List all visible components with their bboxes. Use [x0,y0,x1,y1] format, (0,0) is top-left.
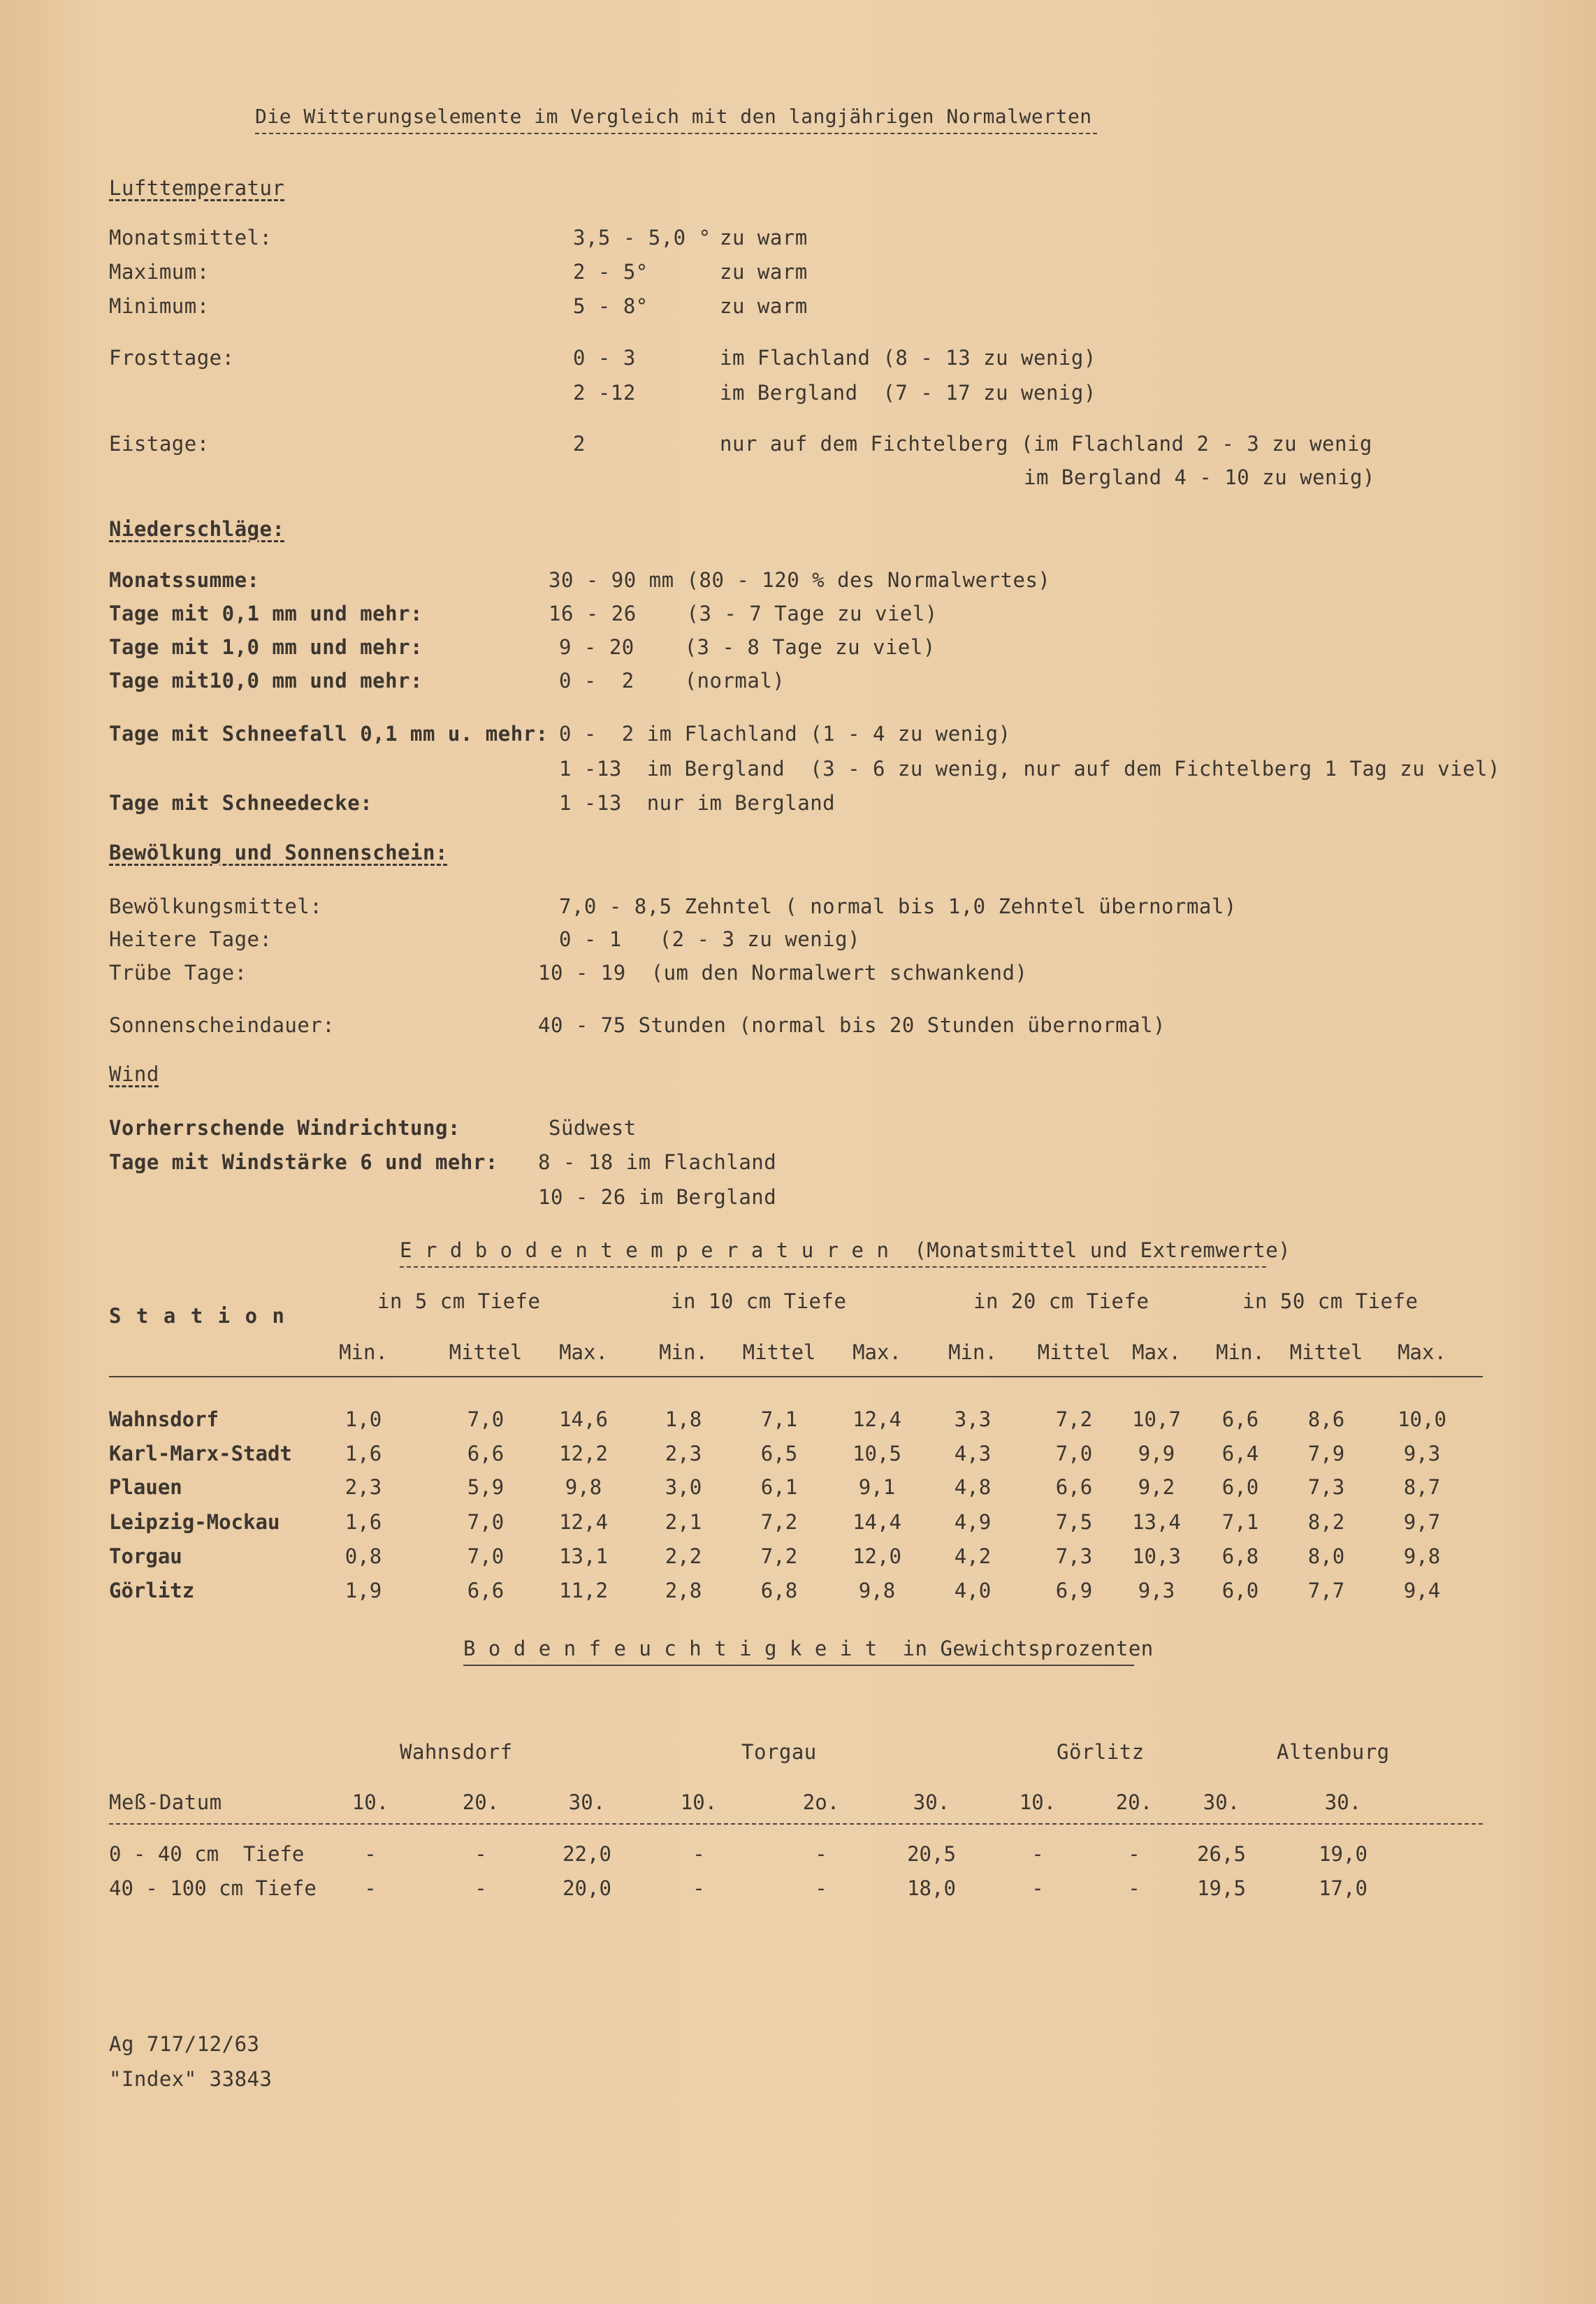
measurement-date: 20. [1115,1790,1153,1814]
temperature-value: 6,6 [467,1579,505,1602]
temperature-value: 6,8 [1221,1544,1259,1568]
station-name: Karl-Marx-Stadt [109,1442,292,1465]
measurement-date: 10. [351,1790,389,1814]
nieder-label: Tage mit 1,0 mm und mehr: [109,635,423,659]
temperature-value: 12,2 [559,1442,608,1465]
temperature-value: 7,1 [1221,1510,1259,1534]
luft-value: 0 - 3 [573,346,636,370]
moisture-value: - [474,1842,487,1866]
measurement-date: 10. [1019,1790,1057,1814]
moisture-value: 20,0 [563,1876,611,1900]
temperature-value: 9,3 [1403,1442,1441,1465]
wind-value: 10 - 26 im Bergland [538,1185,777,1209]
temperature-value: 1,8 [665,1407,702,1431]
erdboden-subheader: Max. [559,1340,608,1364]
measurement-date: 20. [462,1790,500,1814]
temperature-value: 9,8 [858,1579,896,1602]
bewoelkung-label: Bewölkungsmittel: [109,894,323,918]
temperature-value: 9,9 [1138,1442,1175,1465]
station-header: S t a t i o n [109,1304,286,1328]
temperature-value: 6,6 [1221,1407,1259,1431]
erdboden-subheader: Min. [1216,1340,1265,1364]
measurement-date: 10. [680,1790,718,1814]
temperature-value: 7,2 [760,1544,798,1568]
moisture-value: - [815,1876,827,1900]
nieder-label: Monatssumme: [109,568,260,592]
boden-station: Wahnsdorf [400,1740,513,1764]
station-name: Torgau [109,1544,182,1568]
temperature-value: 7,5 [1055,1510,1093,1534]
station-name: Görlitz [109,1579,195,1602]
luft-note: zu warm [720,226,808,249]
moisture-value: - [692,1842,705,1866]
temperature-value: 10,3 [1132,1544,1181,1568]
temperature-value: 5,9 [467,1475,505,1499]
temperature-value: 4,0 [954,1579,992,1602]
moisture-value: - [474,1876,487,1900]
temperature-value: 7,3 [1055,1544,1093,1568]
measurement-date: 30. [1203,1790,1240,1814]
nieder-value: 16 - 26 (3 - 7 Tage zu viel) [549,602,938,625]
boden-station: Altenburg [1277,1740,1390,1764]
luft-label: Minimum: [109,294,210,318]
temperature-value: 1,6 [344,1442,382,1465]
luft-label: Monatsmittel: [109,226,273,249]
temperature-value: 9,3 [1138,1579,1175,1602]
niederschlaege-heading: Niederschläge: [109,517,285,541]
luft-note: im Flachland (8 - 13 zu wenig) [720,346,1096,370]
bewoelkung-label: Heitere Tage: [109,927,273,951]
luft-note: im Bergland (7 - 17 zu wenig) [720,381,1096,405]
temperature-value: 2,3 [665,1442,702,1465]
wind-label: Vorherrschende Windrichtung: [109,1116,460,1140]
temperature-value: 10,5 [853,1442,901,1465]
temperature-value: 7,0 [467,1510,505,1534]
temperature-value: 13,4 [1132,1510,1181,1534]
temperature-value: 14,4 [853,1510,901,1534]
bewoelkung-heading: Bewölkung und Sonnenschein: [109,841,448,864]
erdboden-header-rule [109,1376,1483,1377]
luft-note: im Bergland 4 - 10 zu wenig) [1024,465,1375,489]
moisture-value: 26,5 [1197,1842,1246,1866]
temperature-value: 8,7 [1403,1475,1441,1499]
moisture-value: 19,5 [1197,1876,1246,1900]
temperature-value: 7,0 [467,1407,505,1431]
temperature-value: 11,2 [559,1579,608,1602]
measurement-date: 30. [568,1790,606,1814]
archive-reference: Ag 717/12/63 [109,2032,260,2056]
temperature-value: 9,1 [858,1475,896,1499]
erdboden-subheader: Mittel [1289,1340,1363,1364]
moisture-value: - [692,1876,705,1900]
temperature-value: 8,6 [1307,1407,1345,1431]
bewoelkung-label: Sonnenscheindauer: [109,1013,335,1037]
temperature-value: 4,8 [954,1475,992,1499]
moisture-value: 22,0 [563,1842,611,1866]
mess-datum-label: Meß-Datum [109,1790,222,1814]
bewoelkung-value: 7,0 - 8,5 Zehntel ( normal bis 1,0 Zehntel übernormal) [559,894,1237,918]
temperature-value: 2,8 [665,1579,702,1602]
temperature-value: 12,4 [853,1407,901,1431]
temperature-value: 8,2 [1307,1510,1345,1534]
boden-station: Torgau [741,1740,817,1764]
temperature-value: 2,1 [665,1510,702,1534]
temperature-value: 10,7 [1132,1407,1181,1431]
temperature-value: 13,1 [559,1544,608,1568]
index-reference: "Index" 33843 [109,2067,273,2091]
nieder-label: Tage mit Schneedecke: [109,791,373,815]
moisture-value: - [1128,1876,1140,1900]
erdboden-title: E r d b o d e n t e m p e r a t u r e n (Monatsmittel und Extremwerte) [400,1238,1291,1262]
temperature-value: 3,0 [665,1475,702,1499]
temperature-value: 4,3 [954,1442,992,1465]
wind-value: Südwest [549,1116,637,1140]
luft-label: Frosttage: [109,346,235,370]
moisture-value: 20,5 [907,1842,956,1866]
temperature-value: 6,4 [1221,1442,1259,1465]
luft-value: 2 [573,432,586,456]
depth-label: 40 - 100 cm Tiefe [109,1876,317,1900]
temperature-value: 2,2 [665,1544,702,1568]
temperature-value: 9,8 [1403,1544,1441,1568]
depth-header: in 5 cm Tiefe [377,1289,541,1313]
erdboden-subheader: Mittel [449,1340,523,1364]
bewoelkung-label: Trübe Tage: [109,961,247,985]
nieder-value: 1 -13 nur im Bergland [559,791,836,815]
erdboden-subheader: Mittel [742,1340,816,1364]
temperature-value: 6,8 [760,1579,798,1602]
luft-value: 3,5 - 5,0 ° [573,226,711,249]
temperature-value: 1,0 [344,1407,382,1431]
temperature-value: 7,7 [1307,1579,1345,1602]
luft-label: Eistage: [109,432,210,456]
moisture-value: 19,0 [1319,1842,1368,1866]
erdboden-subheader: Mittel [1037,1340,1111,1364]
nieder-label: Tage mit 0,1 mm und mehr: [109,602,423,625]
nieder-value: 0 - 2 im Flachland (1 - 4 zu wenig) [559,722,1011,746]
temperature-value: 8,0 [1307,1544,1345,1568]
temperature-value: 14,6 [559,1407,608,1431]
depth-header: in 10 cm Tiefe [671,1289,847,1313]
erdboden-subheader: Max. [853,1340,901,1364]
erdboden-subheader: Min. [948,1340,997,1364]
temperature-value: 7,1 [760,1407,798,1431]
wind-value: 8 - 18 im Flachland [538,1150,777,1174]
erdboden-subheader: Min. [339,1340,388,1364]
luft-value: 5 - 8° [573,294,648,318]
luft-value: 2 - 5° [573,260,648,284]
temperature-value: 6,0 [1221,1475,1259,1499]
erdboden-title-underline [400,1266,1266,1268]
moisture-value: - [364,1842,377,1866]
temperature-value: 6,9 [1055,1579,1093,1602]
temperature-value: 7,9 [1307,1442,1345,1465]
temperature-value: 7,2 [760,1510,798,1534]
nieder-label: Tage mit Schneefall 0,1 mm u. mehr: [109,722,549,746]
moisture-value: - [1128,1842,1140,1866]
station-name: Wahnsdorf [109,1407,219,1431]
moisture-value: - [1031,1842,1044,1866]
temperature-value: 9,2 [1138,1475,1175,1499]
boden-header-rule [109,1823,1483,1825]
erdboden-subheader: Min. [659,1340,708,1364]
lufttemperatur-heading: Lufttemperatur [109,176,285,200]
nieder-value: 0 - 2 (normal) [559,669,785,693]
luft-note: zu warm [720,294,808,318]
nieder-value: 1 -13 im Bergland (3 - 6 zu wenig, nur auf dem Fichtelberg 1 Tag zu viel) [559,757,1500,781]
bewoelkung-value: 40 - 75 Stunden (normal bis 20 Stunden übernormal) [538,1013,1166,1037]
depth-header: in 20 cm Tiefe [973,1289,1149,1313]
moisture-value: - [364,1876,377,1900]
temperature-value: 9,4 [1403,1579,1441,1602]
temperature-value: 3,3 [954,1407,992,1431]
temperature-value: 7,0 [1055,1442,1093,1465]
wind-label: Tage mit Windstärke 6 und mehr: [109,1150,498,1174]
temperature-value: 7,3 [1307,1475,1345,1499]
bewoelkung-value: 0 - 1 (2 - 3 zu wenig) [559,927,861,951]
luft-label: Maximum: [109,260,210,284]
temperature-value: 1,6 [344,1510,382,1534]
station-name: Plauen [109,1475,182,1499]
erdboden-subheader: Max. [1398,1340,1446,1364]
bewoelkung-value: 10 - 19 (um den Normalwert schwankend) [538,961,1028,985]
measurement-date: 30. [1324,1790,1362,1814]
temperature-value: 0,8 [344,1544,382,1568]
temperature-value: 10,0 [1398,1407,1446,1431]
temperature-value: 9,8 [565,1475,602,1499]
moisture-value: 18,0 [907,1876,956,1900]
luft-note: zu warm [720,260,808,284]
title-underline [255,133,1097,134]
station-name: Leipzig-Mockau [109,1510,280,1534]
temperature-value: 7,0 [467,1544,505,1568]
temperature-value: 1,9 [344,1579,382,1602]
temperature-value: 7,2 [1055,1407,1093,1431]
temperature-value: 6,6 [467,1442,505,1465]
measurement-date: 30. [913,1790,950,1814]
temperature-value: 6,5 [760,1442,798,1465]
erdboden-subheader: Max. [1132,1340,1181,1364]
moisture-value: - [1031,1876,1044,1900]
temperature-value: 6,6 [1055,1475,1093,1499]
temperature-value: 6,1 [760,1475,798,1499]
luft-note: nur auf dem Fichtelberg (im Flachland 2 - 3 zu wenig [720,432,1372,456]
nieder-value: 30 - 90 mm (80 - 120 % des Normalwertes) [549,568,1051,592]
depth-label: 0 - 40 cm Tiefe [109,1842,305,1866]
luft-value: 2 -12 [573,381,636,405]
temperature-value: 2,3 [344,1475,382,1499]
moisture-value: 17,0 [1319,1876,1368,1900]
temperature-value: 6,0 [1221,1579,1259,1602]
nieder-label: Tage mit10,0 mm und mehr: [109,669,423,693]
measurement-date: 2o. [802,1790,840,1814]
depth-header: in 50 cm Tiefe [1242,1289,1419,1313]
page-title: Die Witterungselemente im Vergleich mit den langjährigen Normalwerten [255,105,1092,128]
temperature-value: 9,7 [1403,1510,1441,1534]
temperature-value: 4,2 [954,1544,992,1568]
boden-title-underline [463,1665,1134,1666]
temperature-value: 12,4 [559,1510,608,1534]
temperature-value: 12,0 [853,1544,901,1568]
temperature-value: 4,9 [954,1510,992,1534]
boden-station: Görlitz [1057,1740,1145,1764]
moisture-value: - [815,1842,827,1866]
boden-title: B o d e n f e u c h t i g k e i t in Gewichtsprozenten [463,1637,1154,1660]
wind-heading: Wind [109,1062,159,1086]
nieder-value: 9 - 20 (3 - 8 Tage zu viel) [559,635,936,659]
